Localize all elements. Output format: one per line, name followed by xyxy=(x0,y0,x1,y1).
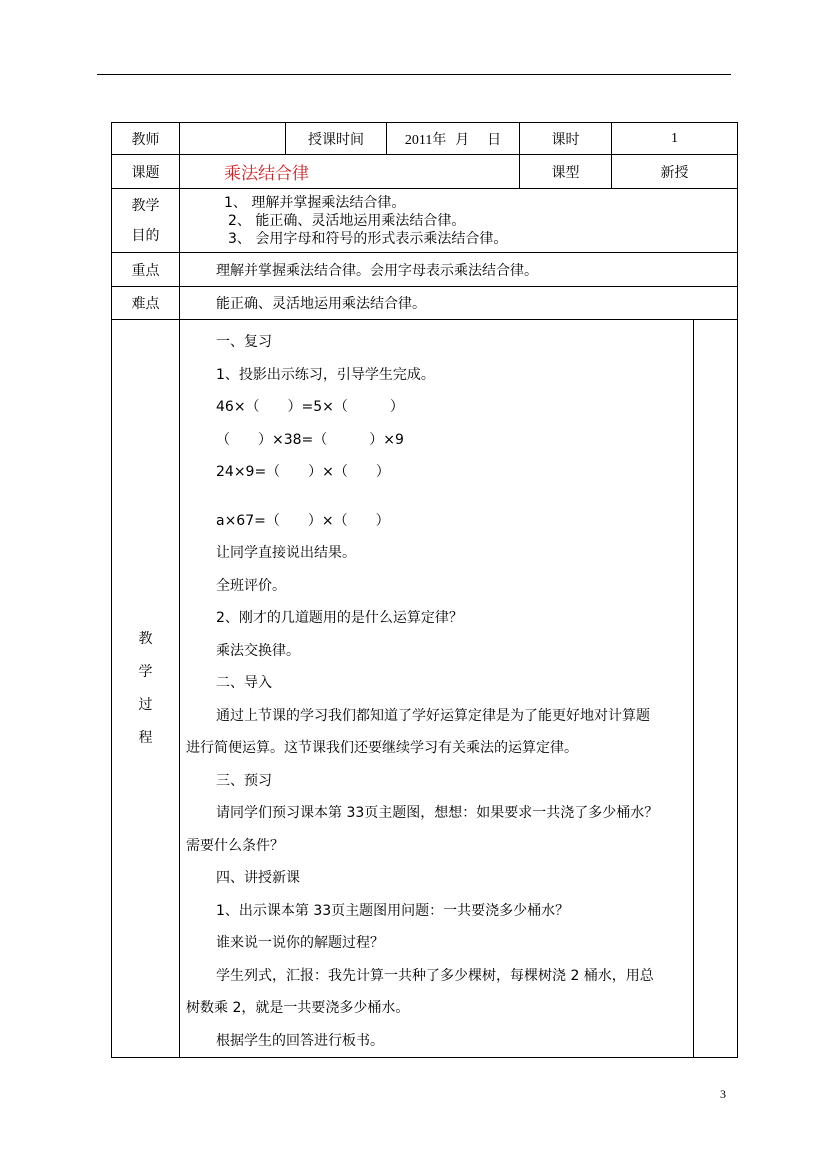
difficulty-text: 能正确、灵活地运用乘法结合律。 xyxy=(180,287,738,320)
process-line: 通过上节课的学习我们都知道了学好运算定律是为了能更好地对计算题 xyxy=(216,707,650,724)
process-line: 24×9=（ ）×（ ） xyxy=(216,464,390,480)
goals-label xyxy=(112,189,180,253)
date-year: 2011 xyxy=(404,132,433,148)
date-day-unit: 日 xyxy=(487,131,502,148)
process-line: 四、讲授新课 xyxy=(216,870,300,886)
goal-item: 3、 会用字母和符号的形式表示乘法结合律。 xyxy=(228,230,508,247)
process-line: 全班评价。 xyxy=(216,577,286,594)
type-value: 新授 xyxy=(612,155,738,189)
process-line: 1、出示课本第 33页主题图用问题：一共要浇多少桶水？ xyxy=(216,902,570,919)
topic-title: 乘法结合律 xyxy=(180,155,520,189)
period-value: 1 xyxy=(612,123,738,155)
goal-item: 1、 理解并掌握乘法结合律。 xyxy=(224,194,406,211)
process-line: 谁来说一说你的解题过程？ xyxy=(216,935,384,951)
process-line: 学生列式，汇报：我先计算一共种了多少棵树，每棵树浇 2 桶水，用总 xyxy=(216,967,654,984)
difficulty-label: 难点 xyxy=(112,287,180,320)
process-content xyxy=(180,320,694,1058)
period-label: 课时 xyxy=(520,123,612,155)
process-line: 请同学们预习课本第 33页主题图，想想：如果要求一共浇了多少桶水？ xyxy=(216,805,659,821)
page-number: 3 xyxy=(720,1087,726,1101)
process-line: 二、导入 xyxy=(216,675,272,691)
type-label: 课型 xyxy=(520,155,612,189)
process-label xyxy=(112,320,180,1058)
key-point-label: 重点 xyxy=(112,253,180,287)
topic-row xyxy=(112,155,738,189)
process-line: 树数乘 2，就是一共要浇多少桶水。 xyxy=(186,1000,410,1016)
date-month-unit: 月 xyxy=(455,131,470,148)
process-line: 2、刚才的几道题用的是什么运算定律？ xyxy=(216,610,463,626)
process-line: a×67=（ ）×（ ） xyxy=(216,512,390,529)
process-line: 46×（ ）=5×（ ） xyxy=(216,399,404,415)
process-line: 乘法交换律。 xyxy=(216,642,300,659)
topic-label: 课题 xyxy=(112,155,180,189)
process-line: （ ）×38=（ ）×9 xyxy=(216,431,404,448)
process-line: 1、投影出示练习，引导学生完成。 xyxy=(216,366,435,383)
header-row xyxy=(112,123,738,155)
header-rule xyxy=(97,74,731,75)
key-point-text: 理解并掌握乘法结合律。会用字母表示乘法结合律。 xyxy=(180,253,738,287)
process-row xyxy=(112,320,738,1058)
difficulty-row xyxy=(112,287,738,320)
process-notes-column xyxy=(694,320,738,1058)
process-line: 三、预习 xyxy=(216,772,272,789)
process-line: 进行简便运算。这节课我们还要继续学习有关乘法的运算定律。 xyxy=(186,740,578,756)
goal-item: 2、 能正确、灵活地运用乘法结合律。 xyxy=(228,212,466,229)
process-label-char: 教 xyxy=(138,630,153,647)
goals-label-line1: 教学 xyxy=(131,197,160,214)
process-line: 一、复习 xyxy=(216,334,272,350)
goals-label-line2: 目的 xyxy=(131,227,160,244)
process-label-char: 程 xyxy=(138,729,153,746)
process-line: 根据学生的回答进行板书。 xyxy=(216,1032,384,1049)
process-line: 需要什么条件？ xyxy=(186,837,284,854)
date-year-unit: 年 xyxy=(432,131,447,148)
goals-row xyxy=(112,189,738,253)
date-value xyxy=(387,123,520,155)
lesson-plan-table xyxy=(111,122,738,1058)
process-label-char: 过 xyxy=(138,696,153,713)
time-label: 授课时间 xyxy=(286,123,387,155)
teacher-label: 教师 xyxy=(112,123,180,155)
goals-list xyxy=(180,189,738,253)
teacher-value xyxy=(180,123,286,155)
key-point-row xyxy=(112,253,738,287)
process-label-char: 学 xyxy=(138,663,153,680)
process-line: 让同学直接说出结果。 xyxy=(216,545,356,561)
